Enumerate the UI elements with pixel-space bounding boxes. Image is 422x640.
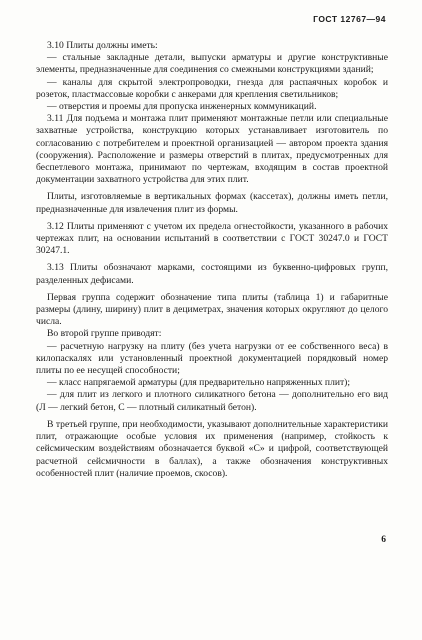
paragraph-second-group-intro: Во второй группе приводят:	[47, 328, 162, 340]
list-item-openings: — отверстия и проемы для пропуска инженерных коммуникаций.	[47, 101, 317, 113]
paragraph-cassette-plates: Плиты, изготовляемые в вертикальных формах (кассетах), должны иметь петли, предназначенные для извлечения плит из формы.	[36, 191, 388, 215]
paragraph-first-group: Первая группа содержит обозначение типа плиты (таблица 1) и габаритные размеры (длину, ширину) плит в дециметрах, значения которых округляют до целого числа.	[36, 291, 388, 328]
list-item-design-load: — расчетную нагрузку на плиту (без учета нагрузки от ее собственного веса) в килопаскалях или установленный проектной документацией порядковый номер плиты по ее несущей способности;	[36, 340, 388, 377]
list-item-concrete-type: — для плит из легкого и плотного силикатного бетона — дополнительно его вид (Л — легкий бетон, С — плотный силикатный бетон).	[36, 389, 388, 413]
clause-3-13: 3.13 Плиты обозначают марками, состоящими из буквенно-цифровых групп, разделенных дефисами.	[36, 262, 388, 286]
clause-3-12: 3.12 Плиты применяют с учетом их предела огнестойкости, указанного в рабочих чертежах плит, на основании испытаний в соответствии с ГОСТ 30247.0 и ГОСТ 30247.1.	[36, 220, 388, 257]
document-body	[36, 40, 388, 480]
page-number: 6	[381, 535, 386, 545]
list-item-wiring-channels: — каналы для скрытой электропроводки, гнезда для распаячных коробок и розеток, пластмассовые коробки с анкерами для крепления светильников;	[36, 76, 388, 100]
clause-3-11: 3.11 Для подъема и монтажа плит применяют монтажные петли или специальные захватные устройства, конструкцию которых устанавливает изготовитель по согласованию с потребителем и проектной организацией — автором проекта здания (сооружения). Расположение и размеры отверстий в плитах, предусмотренных для беспетлевого монтажа, принимают по чертежам, входящим в состав проектной документации захватного устройства для этих плит.	[36, 113, 388, 186]
paragraph-third-group: В третьей группе, при необходимости, указывают дополнительные характеристики плит, отражающие особые условия их применения (например, стойкость к сейсмическим воздействиям обозначается буквой «С» и цифрой, соответствующей расчетной сейсмичности в баллах), а также обозначения конструктивных особенностей плит (наличие проемов, скосов).	[36, 418, 388, 479]
list-item-embedded-parts: — стальные закладные детали, выпуски арматуры и другие конструктивные элементы, предназначенные для соединения со смежными конструкциями зданий;	[36, 52, 388, 76]
document-code-header: ГОСТ 12767—94	[313, 14, 386, 24]
list-item-reinforcement-class: — класс напрягаемой арматуры (для предварительно напряженных плит);	[47, 377, 351, 389]
clause-3-10-heading: 3.10 Плиты должны иметь:	[47, 40, 158, 51]
